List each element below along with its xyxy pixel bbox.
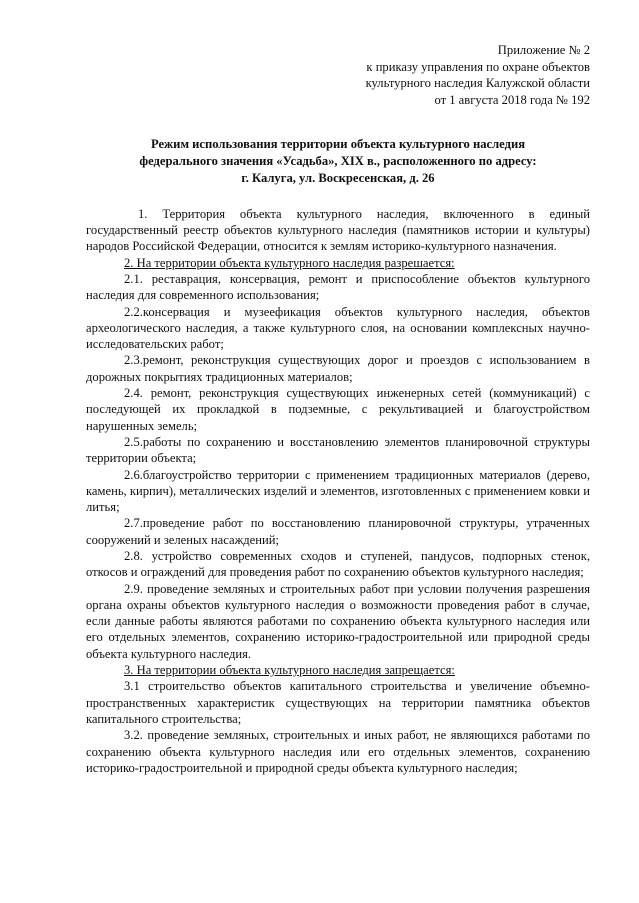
paragraph-1: 1. Территория объекта культурного наследия, включенного в единый государственный реестр объектов культурного наследия (памятников истории и культуры) народов Российской Федерации, относится к землям историко-культурного назначения. <box>86 206 590 254</box>
document-title <box>86 136 590 186</box>
document-page <box>86 42 590 776</box>
paragraph-2-7: 2.7.проведение работ по восстановлению планировочной структуры, утраченных сооружений и зеленых насаждений; <box>86 516 590 547</box>
paragraph-2-9: 2.9. проведение земляных и строительных работ при условии получения разрешения органа охраны объектов культурного наследия о возможности проведения работ в случае, если данные работы являются работами по сохранению объекта культурного наследия или его отдельных элементов, сохранению историко-градостроительной или природной среды объекта культурного наследия. <box>86 581 590 661</box>
title-line-3: г. Калуга, ул. Воскресенская, д. 26 <box>241 170 435 185</box>
appendix-header <box>86 42 590 108</box>
appendix-authority: культурного наследия Калужской области <box>365 76 590 91</box>
paragraph-2-2: 2.2.консервация и музеефикация объектов культурного наследия, объектов археологического наследия, а также культурного слоя, на основании комплексных научно-исследовательских работ; <box>86 304 590 352</box>
section-heading-3: 3. На территории объекта культурного наследия запрещается: <box>124 663 455 678</box>
paragraph-2-5: 2.5.работы по сохранению и восстановлению элементов планировочной структуры территории объекта; <box>86 434 590 466</box>
paragraph-2-3: 2.3.ремонт, реконструкция существующих дорог и проездов с использованием в дорожных покрытиях традиционных материалов; <box>86 353 590 384</box>
paragraph-2-8: 2.8. устройство современных сходов и ступеней, пандусов, подпорных стенок, откосов и ограждений для проведения работ по сохранению объектов культурного наследия; <box>86 549 590 580</box>
paragraph-2-1: 2.1. реставрация, консервация, ремонт и приспособление объектов культурного наследия для современного использования; <box>86 271 590 303</box>
section-heading-2: 2. На территории объекта культурного наследия разрешается: <box>124 255 455 270</box>
appendix-number: Приложение № 2 <box>497 43 590 57</box>
title-line-1: Режим использования территории объекта культурного наследия <box>150 137 526 152</box>
title-line-2: федерального значения «Усадьба», XIX в., расположенного по адресу: <box>139 154 537 169</box>
paragraph-3-2: 3.2. проведение земляных, строительных и иных работ, не являющихся работами по сохранению объекта культурного наследия или его отдельных элементов, сохранению историко-градостроительной и природной среды объекта культурного наследия; <box>86 728 590 775</box>
appendix-order-ref: к приказу управления по охране объектов <box>366 59 590 74</box>
paragraph-2-6: 2.6.благоустройство территории с применением традиционных материалов (дерево, камень, кирпич), металлических изделий и элементов, изготовленных с применением ковки и литья; <box>86 467 590 515</box>
document-body <box>86 206 590 776</box>
paragraph-2-4: 2.4. ремонт, реконструкция существующих инженерных сетей (коммуникаций) с последующей их прокладкой в подземные, с рекультивацией и благоустройством нарушенных земель; <box>86 386 590 433</box>
paragraph-3-1: 3.1 строительство объектов капитального строительства и увеличение объемно-пространственных характеристик существующих на территории памятника объектов капитального строительства; <box>86 679 590 726</box>
appendix-date: от 1 августа 2018 года № 192 <box>434 92 590 107</box>
